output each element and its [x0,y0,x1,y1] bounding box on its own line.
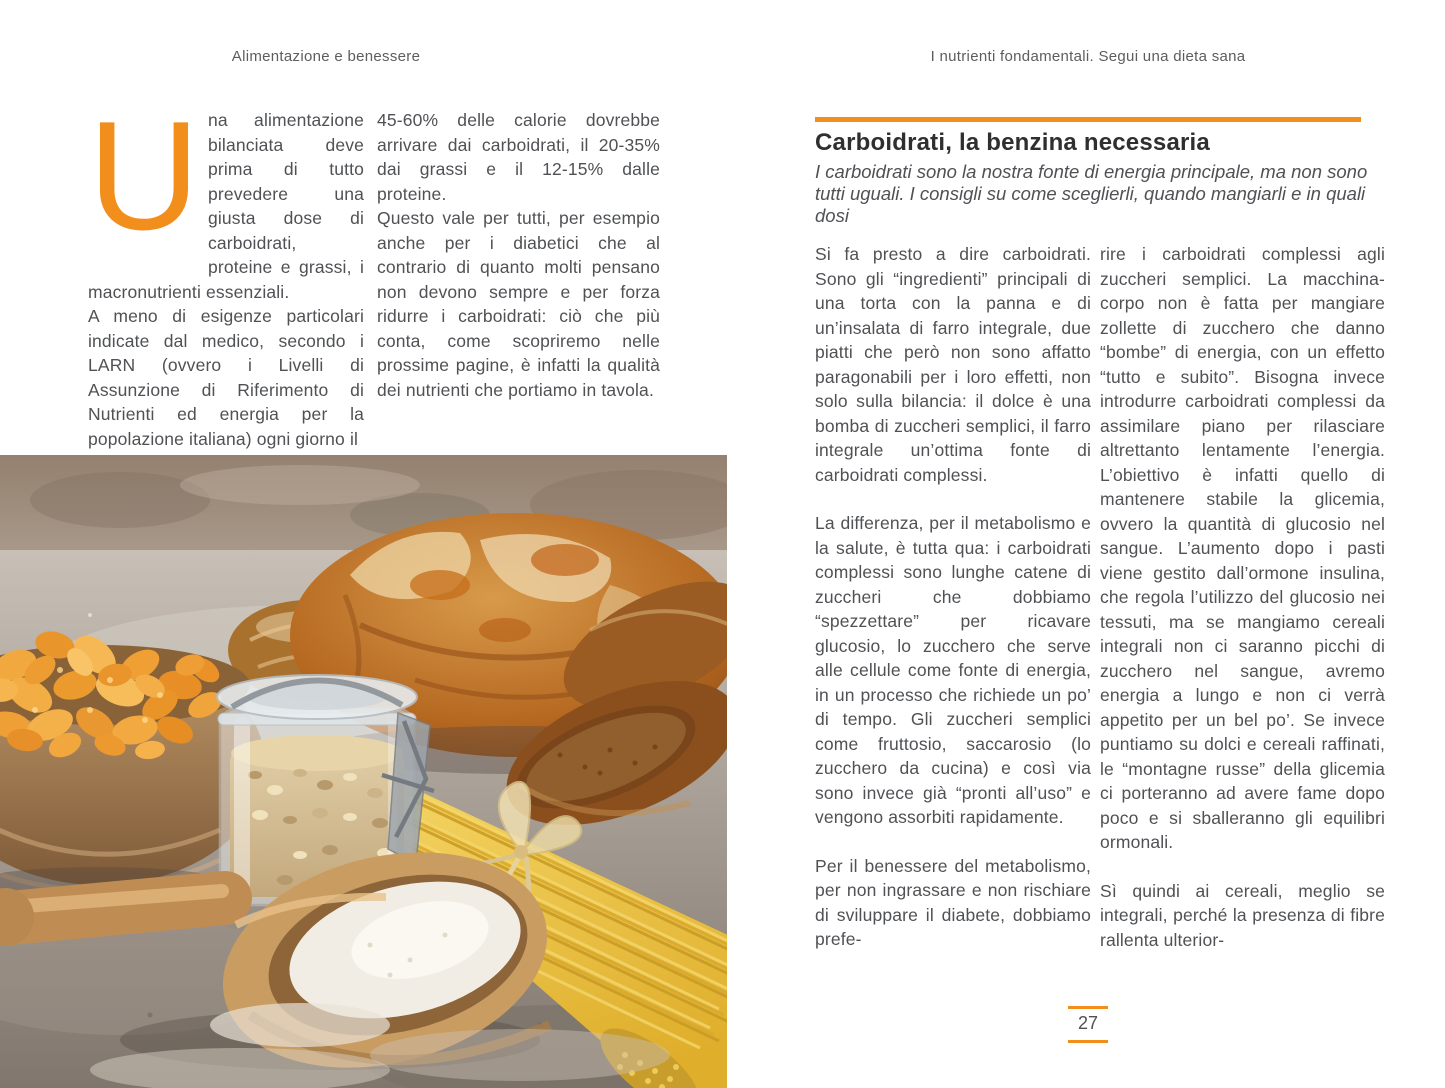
paragraph: 45-60% delle calorie dovrebbe arrivare dai carboidrati, il 20-35% dai grassi e il 12-15% dalle proteine. [377,110,660,204]
paragraph-text: na alimentazione bilanciata deve prima di tutto prevedere una giusta dose di carboidrati, proteine e grassi, i macronutrienti essenziali. [88,110,364,302]
page-number: 27 [1068,1006,1108,1043]
paragraph: Per il benessere del metabolismo, per non ingrassare e non rischiare di sviluppare il diabete, dobbiamo prefe- [815,855,1091,949]
page-title: Carboidrati, la benzina necessaria [815,129,1210,156]
paragraph: rire i carboidrati complessi agli zuccheri semplici. La macchina-corpo non è fatta per mangiare zollette di zucchero che danno “bombe” di energia, con un effetto “tutto e subito”. Bisogna invece introdurre carboidrati complessi da assimilare piano per rilasciare altrettanto lentamente l’energia. L’obiettivo è infatti quello di mantenere stabile la glicemia, ovvero la quantità di glucosio nel sangue. L’aumento dopo i pasti viene gestito dall’ormone insulina, che regola l’utilizzo del glucosio nei tessuti, ma se mangiamo cereali integrali non ci saranno picchi di zucchero nel sangue, avremo energia a lungo e non ci verrà appetito per un bel po’. Se invece puntiamo su dolci e cereali raffinati, le “montagne russe” della glicemia ci porteranno ad avere fame dopo poco e si sballeranno gli equilibri ormonali. [1100,244,1385,852]
food-photo [0,455,727,1088]
paragraph: A meno di esigenze particolari indicate dal medico, secondo i LARN (ovvero i Livelli di Assunzione di Riferimento di Nutrienti ed energia per la popolazione italiana) ogni giorno il [88,306,364,449]
right-column-2 [1100,242,1385,952]
left-column-1 [88,89,364,451]
left-column-2 [377,108,660,402]
paragraph: Si fa presto a dire carboidrati. Sono gli “ingredienti” principali di una torta con la panna e di un’insalata di farro integrale, due piatti che però non sono affatto paragonabili per i loro effetti, non solo sulla bilancia: il dolce è una bomba di zuccheri semplici, il farro integrale un’ottima fonte di carboidrati complessi. [815,244,1091,485]
footer [815,1006,1361,1043]
page-subtitle: I carboidrati sono la nostra fonte di energia principale, ma non sono tutti uguali. I consigli su come sceglierli, quando mangiarli e in quali dosi [815,161,1368,226]
paragraph-with-dropcap [88,89,364,304]
paragraph: La differenza, per il metabolismo e la salute, è tutta qua: i carboidrati complessi sono lunghe catene di zuccheri che dobbiamo “spezzettare” per ricavare glucosio, lo zucchero che serve alle cellule come fonte di energia, in un processo che richiede un po’ di tempo. Gli zuccheri semplici come fruttosio, saccarosio (lo zucchero da cucina) e così via sono invece già “pronti all’uso” e vengono assorbiti rapidamente. [815,513,1091,827]
paragraph: Questo vale per tutti, per esempio anche per i diabetici che al contrario di quanto molti pensano non devono sempre e per forza ridurre i carboidrati: ciò che più conta, come scopriremo nelle prossime pagine, è infatti la qualità dei nutrienti che portiamo in tavola. [377,208,660,400]
drop-cap: U [88,89,201,262]
running-head-right: I nutrienti fondamentali. Segui una dieta sana [930,48,1246,65]
running-head-left: Alimentazione e benessere [231,48,421,65]
right-column-1 [815,242,1091,952]
paragraph: Sì quindi ai cereali, meglio se integrali, perché la presenza di fibre rallenta ulterior- [1100,880,1385,950]
section-rule [815,117,1361,122]
